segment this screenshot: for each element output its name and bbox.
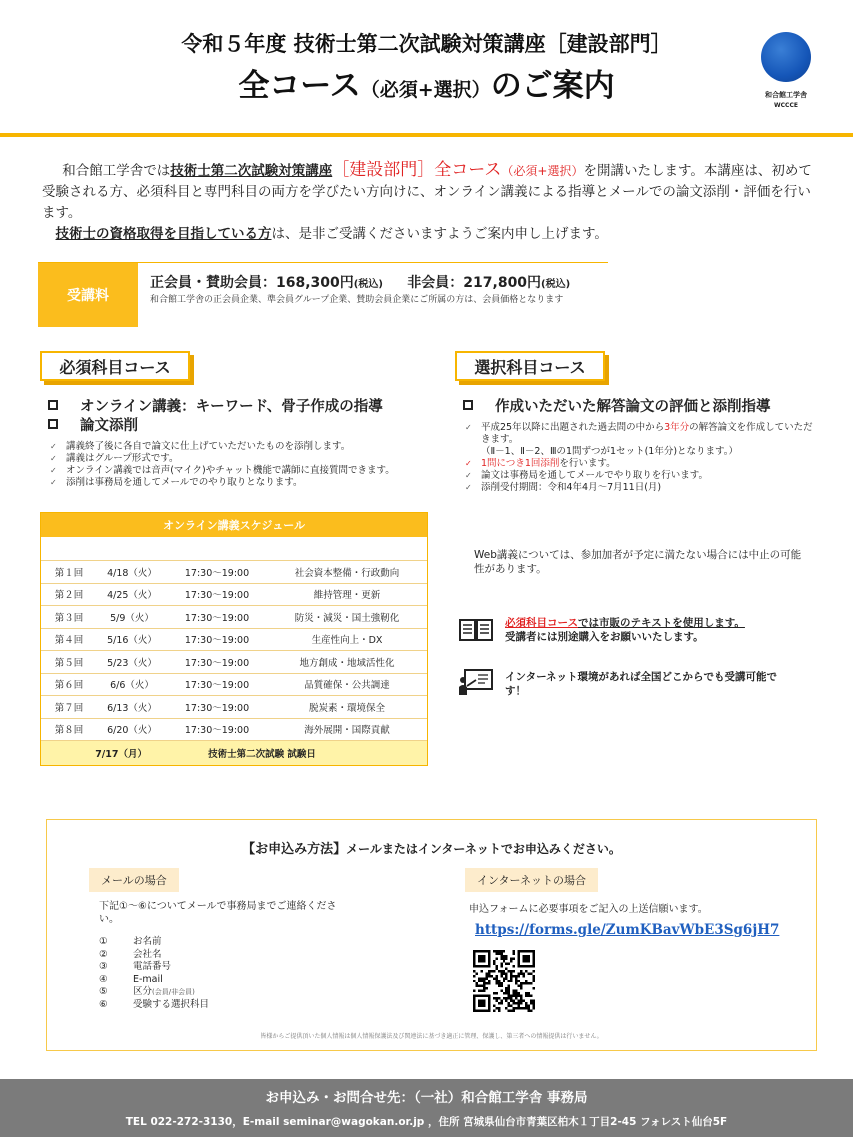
mail-item-label: 会社名 xyxy=(133,948,162,960)
list-item xyxy=(99,986,209,999)
schedule-cell-date: 6/13（火） xyxy=(107,702,157,714)
logo-name: 和合館工学舎 xyxy=(765,91,807,99)
presentation-icon xyxy=(458,668,494,696)
required-notes xyxy=(48,441,438,489)
schedule-cell-no: 第６回 xyxy=(54,680,84,692)
checkbox-icon xyxy=(463,400,473,410)
mail-item-number: ④ xyxy=(99,973,108,985)
fee-label: 受講料 xyxy=(38,263,138,327)
list-item xyxy=(99,949,209,962)
list-item xyxy=(463,458,813,470)
footer xyxy=(0,1079,853,1137)
application-title-rest: メールまたはインターネットでお申込みください。 xyxy=(346,842,621,856)
list-item xyxy=(463,422,813,458)
textbook-notice xyxy=(505,616,805,644)
schedule-exam-row xyxy=(41,741,427,765)
header xyxy=(0,0,853,136)
divider xyxy=(0,133,853,137)
checkbox-icon xyxy=(48,419,58,429)
schedule-cell-no: 第３回 xyxy=(54,612,84,624)
list-item: ✓ 添削受付期間：令和4年4月～7月11日(月) xyxy=(463,482,813,494)
list-item: ✓ 添削は事務局を通してメールでのやり取りとなります。 xyxy=(48,477,438,489)
schedule-cell-topic: 海外展開・国際貢献 xyxy=(304,725,390,737)
schedule-cell-date: 4/18（火） xyxy=(107,567,157,579)
table-row xyxy=(41,674,427,697)
list-item xyxy=(99,974,209,987)
textbook-text-b: 受講者には別途購入をお願いいたします。 xyxy=(505,631,704,643)
schedule-cell-topic: 生産性向上・DX xyxy=(311,635,383,647)
schedule-cell-date: 6/20（火） xyxy=(107,725,157,737)
application-title-bold: 【お申込み方法】 xyxy=(242,842,347,857)
mail-item-label: E-mail xyxy=(133,973,163,985)
elective-item-evaluation-label: 作成いただいた解答論文の評価と添削指導 xyxy=(495,399,771,415)
fee-nonmember: 非会員：217,800円 xyxy=(407,275,542,291)
qr-code[interactable] xyxy=(473,950,535,1012)
schedule-cell-date: 5/23（火） xyxy=(107,657,157,669)
schedule-cell-topic: 防災・減災・国土強靭化 xyxy=(294,612,400,624)
web-notice: Web講義については、参加加者が予定に満たない場合には中止の可能性があります。 xyxy=(474,549,802,575)
list-item xyxy=(99,999,209,1012)
schedule-cell-date: 5/16（火） xyxy=(107,635,157,647)
fee-member: 正会員・賛助会員：168,300円 xyxy=(150,275,354,291)
schedule-cell-date: 5/9（火） xyxy=(110,612,154,624)
exam-date: 7/17（月） xyxy=(95,749,147,760)
contact-title: お申込み・お問合せ先：（一社）和合館工学舎 事務局 xyxy=(265,1090,588,1106)
title-guide: のご案内 xyxy=(490,68,615,104)
elective-note-once-rest: を行います。 xyxy=(559,458,616,469)
intro-course-highlight: ［建設部門］全コース xyxy=(332,160,502,180)
intro-course-name: 技術士第二次試験対策講座 xyxy=(170,163,333,179)
mail-item-number: ① xyxy=(99,936,108,947)
required-course-title: 必須科目コース xyxy=(40,351,190,381)
list-item xyxy=(99,961,209,974)
schedule-cell-time: 17:30～19:00 xyxy=(184,725,250,737)
mail-tag: メールの場合 xyxy=(89,868,179,892)
mail-desc: 下記①～⑥についてメールで事務局までご連絡ください。 xyxy=(99,901,337,925)
title-paren: （必須+選択） xyxy=(360,79,491,101)
schedule-cell-no: 第４回 xyxy=(54,635,84,647)
intro-course-paren: （必須+選択） xyxy=(501,164,584,178)
list-item xyxy=(99,936,209,949)
elective-note-once: 1問につき1回添削 xyxy=(481,458,560,469)
application-form-link[interactable]: https://forms.gle/ZumKBavWbE3Sg6jH7 xyxy=(475,922,780,938)
textbook-text-a: では市販のテキストを使用します。 xyxy=(577,617,745,629)
fee-note: 和合館工学舎の正会員企業、準会員グループ企業、賛助会員企業にご所属の方は、会員価格となります xyxy=(150,295,564,305)
mail-item-number: ⑤ xyxy=(99,986,108,997)
table-row xyxy=(41,606,427,629)
list-item: ✓ オンライン講義では音声(マイク)やチャット機能で講師に直接質問できます。 xyxy=(48,465,438,477)
mail-item-number: ② xyxy=(99,948,108,960)
list-item: ✓ 講義終了後に各自で論文に仕上げていただいたものを添削します。 xyxy=(48,441,438,453)
logo xyxy=(752,32,820,109)
elective-note-b: の解答論文を作成していただきます。 xyxy=(481,422,813,445)
intro-text xyxy=(42,160,812,245)
list-item: ✓ 論文は事務局を通してメールでやり取りを行います。 xyxy=(463,470,813,482)
intro-target: 技術士の資格取得を目指している方 xyxy=(55,226,272,242)
intro-invite: は、是非ご受講くださいますようご案内申し上げます。 xyxy=(271,226,608,242)
page-title xyxy=(0,60,853,105)
schedule-cell-date: 6/6（火） xyxy=(110,680,154,692)
mail-item-number: ⑥ xyxy=(99,998,108,1010)
contact-details: TEL 022-272-3130，E-mail seminar@wagokan.or.jp ，住所 宮城県仙台市青葉区柏木１丁目2-45 フォレスト仙台5F xyxy=(125,1116,728,1128)
schedule-cell-no: 第１回 xyxy=(54,567,84,579)
schedule-rows xyxy=(41,561,427,741)
elective-note-a: 平成25年以降に出題された過去問の中から xyxy=(481,422,665,433)
application-box xyxy=(46,819,817,1051)
fee-prices xyxy=(150,272,570,292)
schedule-cell-time: 17:30～19:00 xyxy=(184,567,250,579)
schedule-cell-no: 第７回 xyxy=(54,702,84,714)
application-title xyxy=(47,838,816,857)
internet-notice: インターネット環境があれば全国どこからでも受講可能です！ xyxy=(505,671,777,697)
schedule-cell-no: 第５回 xyxy=(54,657,84,669)
fee-tax: (税込) xyxy=(541,279,571,290)
schedule-cell-no: 第２回 xyxy=(54,590,84,602)
mail-item-number: ③ xyxy=(99,961,108,972)
table-row xyxy=(41,584,427,607)
book-icon xyxy=(458,616,494,644)
intro-text-a: 和合館工学舎では xyxy=(62,163,171,179)
table-row xyxy=(41,651,427,674)
elective-note-years: 3年分 xyxy=(664,422,690,433)
schedule-cell-time: 17:30～19:00 xyxy=(184,702,250,714)
logo-abbr: WCCCE xyxy=(774,102,798,109)
mail-items xyxy=(99,936,209,1011)
schedule-cell-topic: 社会資本整備・行政動向 xyxy=(294,567,400,579)
checkbox-icon xyxy=(48,400,58,410)
internet-tag: インターネットの場合 xyxy=(465,868,598,892)
schedule-table xyxy=(40,512,428,766)
schedule-title: オンライン講義スケジュール xyxy=(41,513,427,537)
page-subtitle: 令和５年度 技術士第二次試験対策講座［建設部門］ xyxy=(181,32,672,56)
table-row xyxy=(41,719,427,742)
mail-item-label: お名前 xyxy=(133,936,162,947)
schedule-cell-time: 17:30～19:00 xyxy=(184,612,250,624)
elective-note-c: （Ⅱ－1、Ⅱ－2、Ⅲの1問ずつが1セット(1年分)となります。） xyxy=(481,446,739,457)
elective-notes xyxy=(463,422,813,494)
required-item-lecture-label: オンライン講義：キーワード、骨子作成の指導 xyxy=(80,399,383,415)
required-item-correction-label: 論文添削 xyxy=(80,418,138,434)
schedule-cell-topic: 品質確保・公共調達 xyxy=(304,680,390,692)
table-row xyxy=(41,629,427,652)
internet-desc: 申込フォームに必要事項をご記入の上送信願います。 xyxy=(469,904,708,915)
intro-text-b: を開講いたします。本講座は、初めて受験される方、必須科目と専門科目の両方を学びたい方向けに、オンライン講義による指導とメールでの論文添削・評価を行います。 xyxy=(42,163,812,221)
required-item-correction xyxy=(48,414,138,435)
privacy-note: 皆様からご提供頂いた個人情報は個人情報保護法及び関連法に基づき適正に管理、保護し、第三者への情報提供は行いません。 xyxy=(260,1033,603,1040)
table-row xyxy=(41,696,427,719)
exam-label: 技術士第二次試験 試験日 xyxy=(208,749,316,760)
table-row xyxy=(41,561,427,584)
mail-item-note: (会員/非会員) xyxy=(152,988,195,996)
title-course: 全コース xyxy=(238,68,361,104)
list-item: ✓ 講義はグループ形式です。 xyxy=(48,453,438,465)
required-item-lecture xyxy=(48,395,383,416)
elective-item-evaluation xyxy=(463,395,771,416)
mail-item-label: 電話番号 xyxy=(133,961,172,972)
elective-course-title: 選択科目コース xyxy=(455,351,605,381)
schedule-spacer xyxy=(41,537,427,561)
schedule-cell-date: 4/25（火） xyxy=(107,590,157,602)
textbook-course: 必須科目コース xyxy=(505,617,578,629)
schedule-cell-topic: 地方創成・地域活性化 xyxy=(299,657,395,669)
mail-item-label: 受験する選択科目 xyxy=(133,998,210,1010)
fee-section xyxy=(38,262,608,326)
schedule-cell-topic: 脱炭素・環境保全 xyxy=(308,702,385,714)
schedule-cell-no: 第８回 xyxy=(54,725,84,737)
fee-tax: (税込) xyxy=(353,279,383,290)
schedule-cell-time: 17:30～19:00 xyxy=(184,657,250,669)
mail-item-label: 区分 xyxy=(133,986,153,997)
schedule-cell-time: 17:30～19:00 xyxy=(184,590,250,602)
logo-globe-icon xyxy=(761,32,811,82)
schedule-cell-time: 17:30～19:00 xyxy=(184,680,250,692)
schedule-cell-time: 17:30～19:00 xyxy=(184,635,250,647)
schedule-cell-topic: 維持管理・更新 xyxy=(313,590,381,602)
